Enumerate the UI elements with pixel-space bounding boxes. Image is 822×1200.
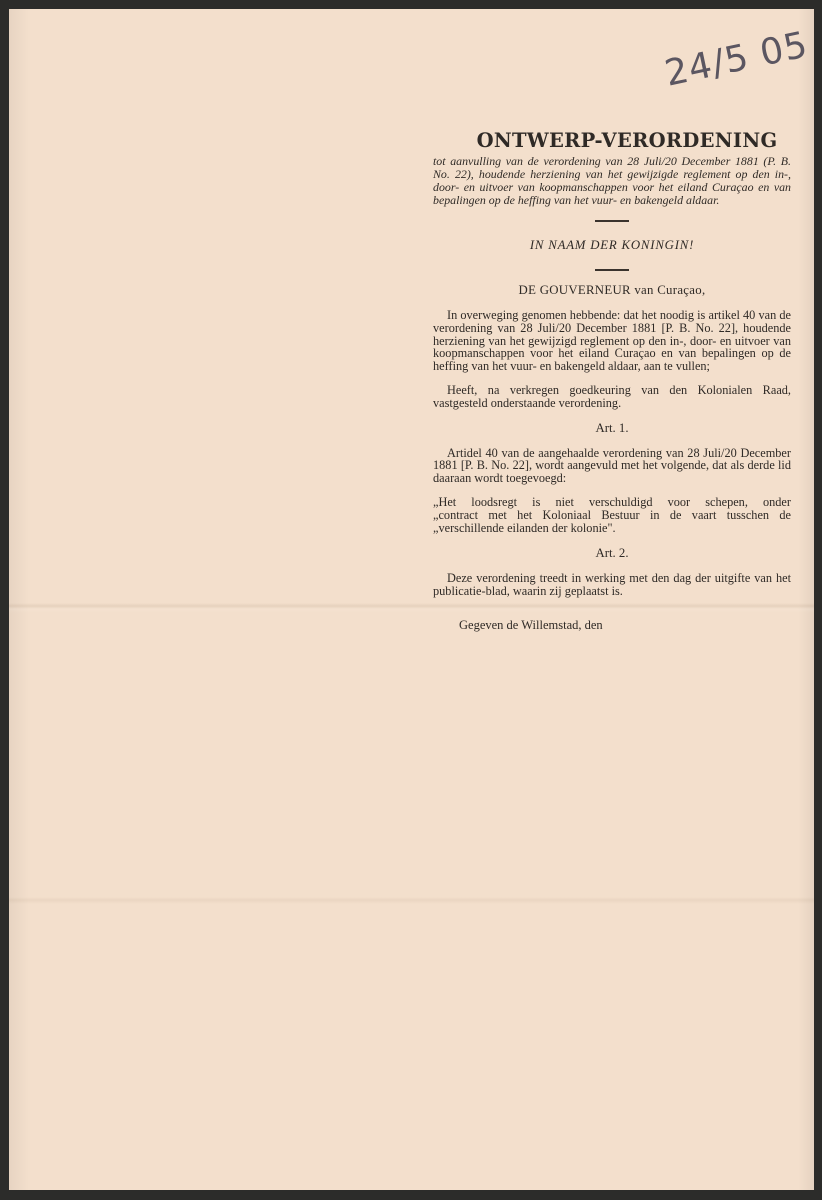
document-page bbox=[9, 9, 814, 1190]
considering-paragraph: In overweging genomen hebbende: dat het noodig is artikel 40 van de verordening van 28 Juli/20 December 1881 [P. B. No. 22], houdende herziening van het gewijzigd reglement op den in-, door- en uitvoer van koopmanschappen voor het eiland Curaçao en van bepalingen op de heffing van het vuur- en bakengeld aldaar, aan te vullen; bbox=[433, 308, 791, 374]
article-2-text: Deze verordening treedt in werking met den dag der uitgifte van het publicatie-blad, waarin zij geplaatst is. bbox=[433, 570, 791, 598]
divider bbox=[595, 220, 629, 222]
divider bbox=[595, 269, 629, 271]
quote-line: „Het loodsregt is niet verschuldigd voor schepen, onder bbox=[433, 494, 791, 509]
invocation: IN NAAM DER KONINGIN! bbox=[529, 238, 695, 252]
quote-line: „verschillende eilanden der kolonie". bbox=[433, 520, 616, 535]
handwritten-note: 24/5 05 bbox=[661, 24, 812, 95]
document-subtitle: tot aanvulling van de verordening van 28 Juli/20 December 1881 (P. B. No. 22), houdende herziening van het gewijzigde reglement op den in-, door- en uitvoer van koopmanschappen voor het eiland Curaçao en van bepalingen op de heffing van het vuur- en bakengeld aldaar. bbox=[433, 154, 791, 207]
approval-paragraph: Heeft, na verkregen goedkeuring van den Kolonialen Raad, vastgesteld onderstaande verordening. bbox=[433, 382, 791, 410]
article-1-quote bbox=[433, 496, 791, 535]
document-body bbox=[433, 129, 791, 633]
article-1-heading: Art. 1. bbox=[595, 420, 629, 435]
quote-line: „contract met het Koloniaal Bestuur in de vaart tusschen de bbox=[433, 507, 791, 522]
article-2-heading: Art. 2. bbox=[595, 545, 629, 560]
document-title: ONTWERP-VERORDENING bbox=[476, 129, 778, 152]
governor-line: DE GOUVERNEUR van Curaçao, bbox=[518, 283, 706, 297]
given-line: Gegeven de Willemstad, den bbox=[459, 617, 603, 632]
article-1-text: Artidel 40 van de aangehaalde verordening van 28 Juli/20 December 1881 [P. B. No. 22], wordt aangevuld met het volgende, dat als derde lid daaraan wordt toegevoegd: bbox=[433, 445, 791, 486]
